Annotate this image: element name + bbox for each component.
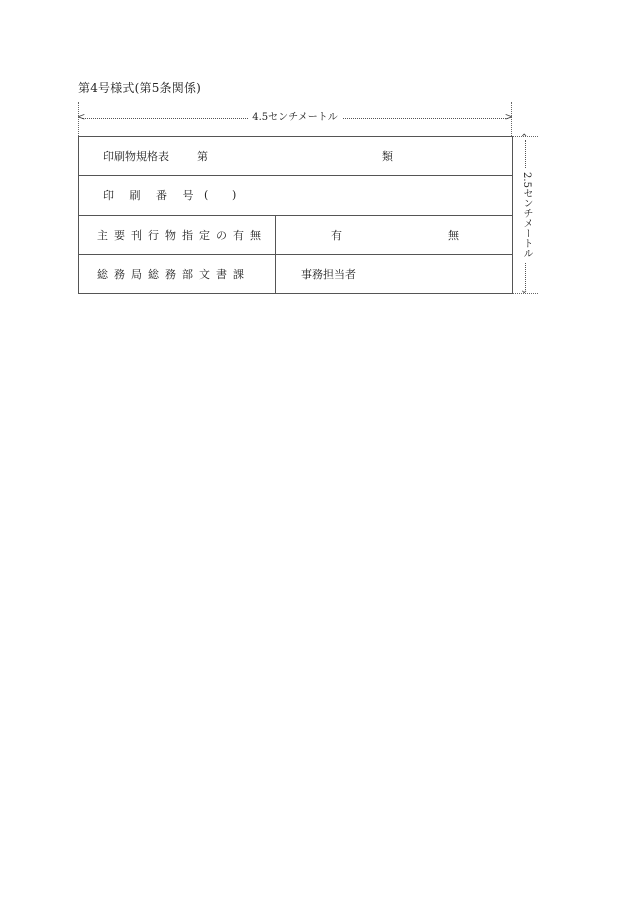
arrow-up-icon: ⌃ bbox=[520, 133, 529, 144]
table-row-spec bbox=[79, 137, 513, 176]
designation-no: 無 bbox=[448, 228, 459, 242]
form-title: 第4号様式(第5条関係) bbox=[78, 81, 202, 95]
width-dimension bbox=[78, 111, 512, 125]
width-dimension-label: 4.5センチメートル bbox=[248, 111, 342, 125]
print-number-cell bbox=[79, 176, 513, 215]
arrow-right-icon: > bbox=[504, 112, 513, 123]
paren-open: ( bbox=[204, 188, 209, 202]
contact-cell bbox=[276, 254, 513, 293]
contact-person: 事務担当者 bbox=[301, 267, 356, 281]
spec-cell bbox=[79, 137, 513, 176]
table-row-department bbox=[79, 254, 513, 293]
arrow-down-icon: ⌄ bbox=[520, 285, 529, 296]
department-label: 総務局総務部文書課 bbox=[97, 267, 250, 281]
spec-rui: 類 bbox=[382, 150, 393, 164]
designation-value-cell bbox=[276, 215, 513, 254]
designation-label: 主要刊行物指定の有無 bbox=[97, 228, 267, 242]
spec-dai: 第 bbox=[197, 150, 208, 164]
height-dimension-label: 2.5センチメートル bbox=[518, 168, 534, 262]
department-label-cell bbox=[79, 254, 276, 293]
table-row-designation bbox=[79, 215, 513, 254]
spec-label: 印刷物規格表 bbox=[103, 150, 169, 164]
arrow-left-icon: < bbox=[77, 112, 86, 123]
table-row-print-number bbox=[79, 176, 513, 215]
paren-close: ) bbox=[232, 188, 237, 202]
print-number-label: 印 刷 番 号 bbox=[103, 189, 200, 203]
designation-label-cell bbox=[79, 215, 276, 254]
designation-yes: 有 bbox=[331, 228, 342, 242]
print-spec-table bbox=[78, 136, 513, 294]
height-dimension bbox=[518, 133, 534, 296]
